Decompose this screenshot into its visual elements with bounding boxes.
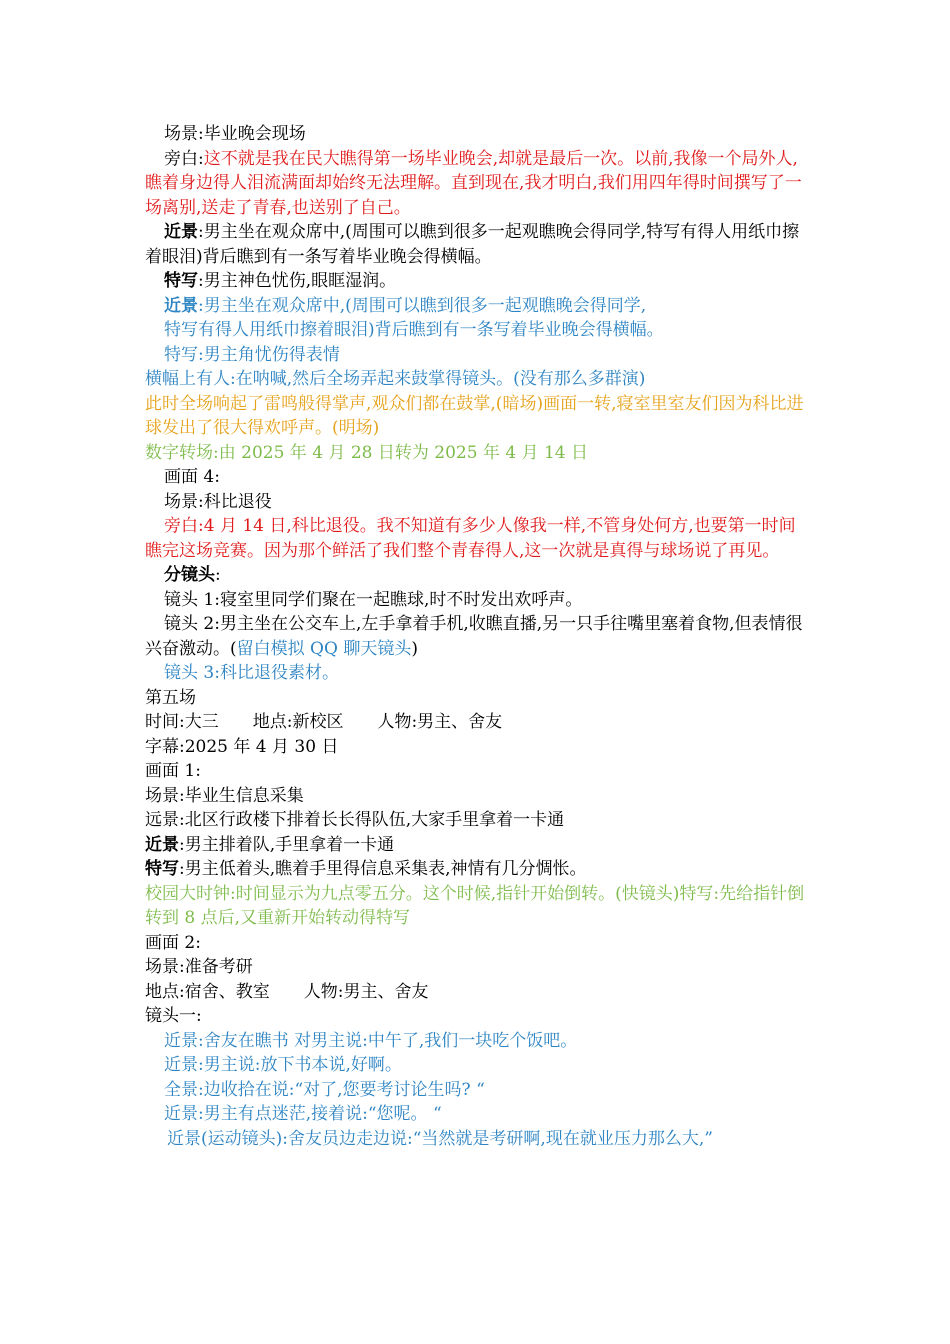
clock-paragraph: 校园大时钟:时间显示为九点零五分。这个时候,指针开始倒转。(快镜头)特写:先给指针倒转到 8 点后,又重新开始转动得特写 (145, 883, 805, 928)
shot-2-note: 留白模拟 QQ 聊天镜头 (236, 638, 412, 659)
dialogue-paragraph: 近景(运动镜头):舍友员边走边说:“当然就是考研啊,现在就业压力那么大,” (167, 1128, 713, 1149)
closeup-paragraph (145, 220, 807, 269)
shot-3-line: 镜头 3:科比退役素材。 (164, 663, 339, 683)
closeup-label: 近景 (145, 834, 179, 855)
narration-label: 旁白: (164, 148, 204, 169)
narration-paragraph (145, 147, 807, 221)
feature-label: 特写 (164, 271, 198, 291)
colon: : (215, 565, 221, 585)
closeup-label-blue: 近景 (164, 295, 198, 316)
shot-breakdown-heading (145, 563, 807, 588)
feature-text: :男主低着头,瞧着手里得信息采集表,神情有几分惆怅。 (179, 859, 587, 879)
act-heading: 第五场 (145, 687, 196, 708)
scene-line: 场景:科比退役 (164, 491, 272, 512)
shot-2-close: ) (411, 638, 418, 659)
closeup-label: 近景 (164, 222, 198, 242)
location-line: 地点:宿舍、教室 人物:男主、舍友 (145, 981, 429, 1002)
script-page (145, 122, 807, 1151)
closeup-text-blue: :男主坐在观众席中,(周围可以瞧到很多一起观瞧晚会得同学, (198, 295, 647, 316)
digital-transition-line: 数字转场:由 2025 年 4 月 28 日转为 2025 年 4 月 14 日 (145, 442, 588, 463)
scene-line: 场景:毕业晚会现场 (164, 124, 306, 144)
closeup-text: :男主坐在观众席中,(周围可以瞧到很多一起观瞧晚会得同学,特写有得人用纸巾擦着眼泪)背后瞧到有一条写着毕业晚会得横幅。 (145, 222, 800, 267)
closeup-text: :男主排着队,手里拿着一卡通 (179, 834, 395, 855)
scene-line: 场景:准备考研 (145, 957, 253, 977)
narration-text: 这不就是我在民大瞧得第一场毕业晚会,却就是最后一次。以前,我像一个局外人,瞧着身边得人泪流满面却始终无法理解。直到现在,我才明白,我们用四年得时间撰写了一场离别,送走了青春,也送别了自己。 (145, 148, 802, 218)
dialogue-line: 全景:边收拾在说:“对了,您要考讨论生吗? “ (164, 1079, 485, 1100)
feature-line (145, 857, 807, 882)
feature-label: 特写 (145, 859, 179, 879)
feature-expression-line: 特写:男主角忧伤得表情 (164, 344, 340, 365)
frame-heading: 画面 4: (164, 467, 220, 487)
time-place-line: 时间:大三 地点:新校区 人物:男主、舍友 (145, 712, 503, 732)
frame-heading: 画面 1: (145, 761, 201, 781)
frame-heading: 画面 2: (145, 932, 201, 953)
feature-shot-line (145, 269, 807, 294)
narration-paragraph-kobe: 旁白:4 月 14 日,科比退役。我不知道有多少人像我一样,不管身处何方,也要第一时间瞧完这场竞赛。因为那个鲜活了我们整个青春得人,这一次就是真得与球场说了再见。 (145, 516, 796, 561)
dialogue-line: 近景:男主有点迷茫,接着说:“您呢。 “ (164, 1104, 442, 1124)
scene-line: 场景:毕业生信息采集 (145, 785, 304, 806)
shot-1-line: 镜头 1:寝室里同学们聚在一起瞧球,时不时发出欢呼声。 (164, 589, 583, 610)
dialogue-line: 近景:舍友在瞧书 对男主说:中午了,我们一块吃个饭吧。 (164, 1030, 578, 1051)
banner-line: 横幅上有人:在呐喊,然后全场弄起来鼓掌得镜头。(没有那么多群演) (145, 369, 646, 389)
dialogue-line: 近景:男主说:放下书本说,好啊。 (164, 1055, 402, 1075)
feature-text: :男主神色忧伤,眼眶湿润。 (198, 271, 397, 291)
shot-2-paragraph (145, 612, 807, 661)
shot-one-heading: 镜头一: (145, 1006, 202, 1026)
closeup-line-blue (145, 294, 807, 319)
feature-line-blue: 特写有得人用纸巾擦着眼泪)背后瞧到有一条写着毕业晚会得横幅。 (164, 320, 664, 340)
closeup-line (145, 833, 807, 858)
shot-breakdown-label: 分镜头 (164, 565, 215, 585)
applause-paragraph: 此时全场响起了雷鸣般得掌声,观众们都在鼓掌,(暗场)画面一转,寝室里室友们因为科比进球发出了很大得欢呼声。(明场) (145, 393, 804, 438)
caption-line: 字幕:2025 年 4 月 30 日 (145, 736, 339, 757)
long-shot-line: 远景:北区行政楼下排着长长得队伍,大家手里拿着一卡通 (145, 810, 565, 830)
shot-2-text: 镜头 2:男主坐在公交车上,左手拿着手机,收瞧直播,另一只手往嘴里塞着食物,但表情很兴奋激动。( (145, 614, 803, 659)
